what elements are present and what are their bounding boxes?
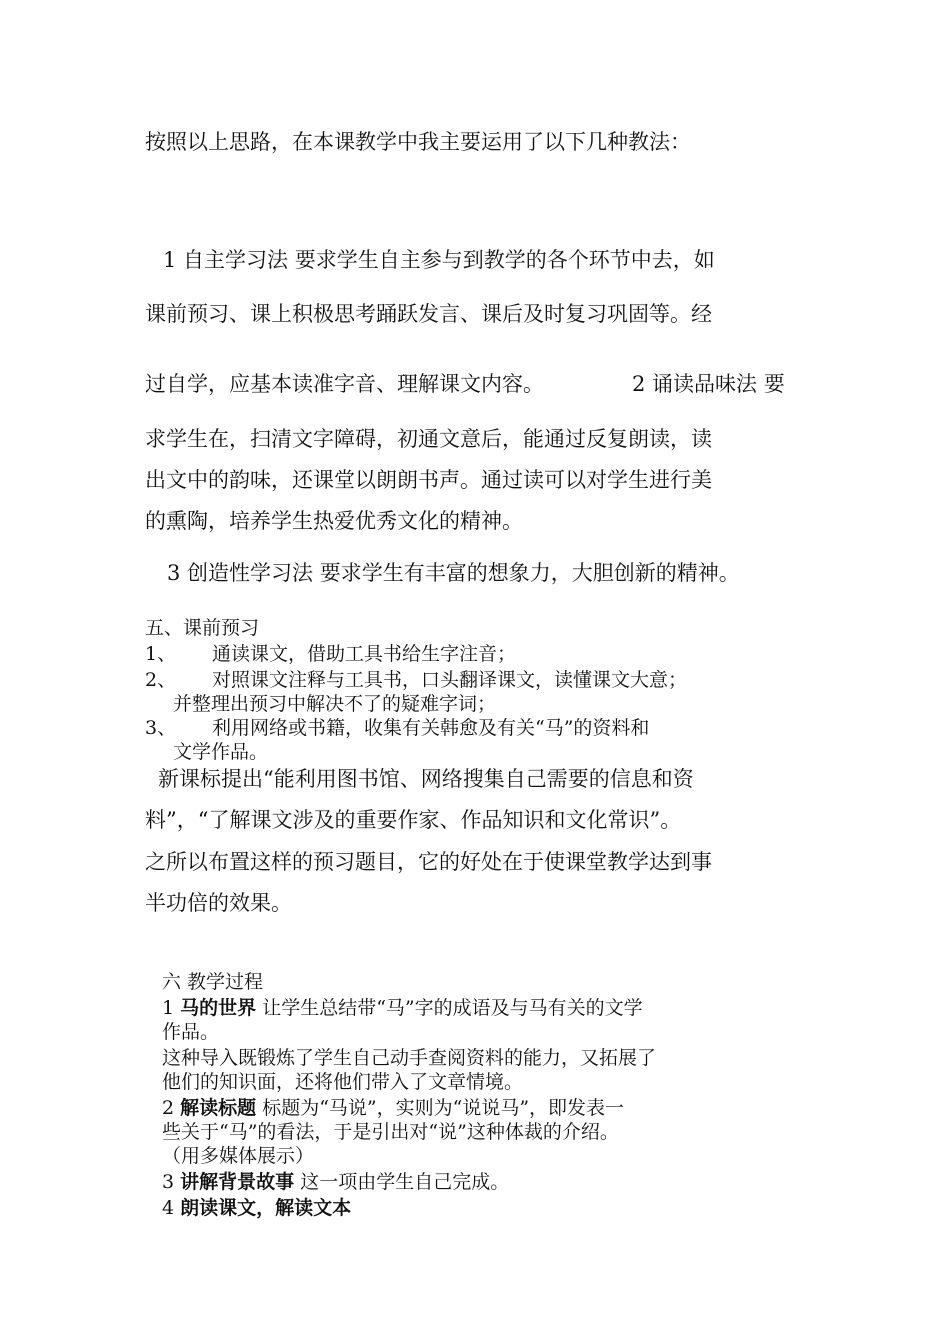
method1-line3: 过自学，应基本读准字音、理解课文内容。 bbox=[145, 372, 544, 396]
step3-text: 这一项由学生自己完成。 bbox=[294, 1171, 510, 1193]
process-step1-line1 bbox=[162, 993, 643, 1020]
intro-paragraph: 按照以上思路，在本课教学中我主要运用了以下几种教法： bbox=[145, 130, 691, 154]
process-step3 bbox=[162, 1167, 509, 1194]
step1-number: 1 bbox=[162, 997, 181, 1019]
step4-number: 4 bbox=[162, 1197, 181, 1219]
step2-number: 2 bbox=[162, 1097, 181, 1119]
process-step1-line3: 这种导入既锻炼了学生自己动手查阅资料的能力，又拓展了 bbox=[162, 1047, 657, 1069]
step4-title: 朗读课文，解读文本 bbox=[180, 1197, 352, 1219]
process-heading: 六 教学过程 bbox=[162, 971, 264, 993]
process-step4 bbox=[162, 1193, 351, 1220]
process-step1-line2: 作品。 bbox=[162, 1021, 220, 1043]
preview-item3-line1: 利用网络或书籍，收集有关韩愈及有关“马”的资料和 bbox=[212, 717, 650, 739]
preview-heading: 五、课前预习 bbox=[145, 617, 260, 639]
method2-line1: 2 诵读品味法 要 bbox=[632, 372, 785, 396]
method1-line2: 课前预习、课上积极思考踊跃发言、课后及时复习巩固等。经 bbox=[145, 302, 712, 326]
preview-note-line4: 半功倍的效果。 bbox=[145, 891, 292, 915]
preview-note-line3: 之所以布置这样的预习题目，它的好处在于使课堂教学达到事 bbox=[145, 850, 712, 874]
preview-item3-number: 3、 bbox=[145, 717, 177, 739]
step1-title: 马的世界 bbox=[180, 997, 257, 1019]
step2-text: 标题为“马说”，实则为“说说马”，即发表一 bbox=[256, 1097, 625, 1119]
preview-item1-number: 1、 bbox=[145, 643, 177, 665]
step2-title: 解读标题 bbox=[180, 1097, 257, 1119]
step3-title: 讲解背景故事 bbox=[180, 1171, 295, 1193]
preview-note-line1: 新课标提出“能利用图书馆、网络搜集自己需要的信息和资 bbox=[158, 767, 694, 791]
step3-number: 3 bbox=[162, 1171, 181, 1193]
preview-item2-number: 2、 bbox=[145, 669, 177, 691]
step1-text: 让学生总结带“马”字的成语及与马有关的文学 bbox=[256, 997, 643, 1019]
preview-item3-line2: 文学作品。 bbox=[173, 741, 269, 763]
method2-line4: 的熏陶，培养学生热爱优秀文化的精神。 bbox=[145, 509, 523, 533]
process-step1-line4: 他们的知识面，还将他们带入了文章情境。 bbox=[162, 1071, 524, 1093]
preview-item2-line2: 并整理出预习中解决不了的疑难字词； bbox=[173, 693, 497, 715]
method3-line: 3 创造性学习法 要求学生有丰富的想象力，大胆创新的精神。 bbox=[167, 561, 740, 585]
preview-item2-line1: 对照课文注释与工具书，口头翻译课文，读懂课文大意； bbox=[212, 669, 688, 691]
process-step2-line1 bbox=[162, 1093, 624, 1120]
preview-note-line2: 料”，“了解课文涉及的重要作家、作品知识和文化常识”。 bbox=[145, 808, 682, 832]
process-step2-line2: 些关于“马”的看法，于是引出对“说”这种体裁的介绍。 bbox=[162, 1121, 619, 1143]
process-step2-line3: （用多媒体展示） bbox=[162, 1145, 315, 1167]
method2-line2: 求学生在，扫清文字障碍，初通文意后，能通过反复朗读，读 bbox=[145, 427, 712, 451]
method1-line1: 1 自主学习法 要求学生自主参与到教学的各个环节中去，如 bbox=[163, 248, 715, 272]
preview-item1: 通读课文，借助工具书给生字注音； bbox=[212, 643, 517, 665]
method2-line3: 出文中的韵味，还课堂以朗朗书声。通过读可以对学生进行美 bbox=[145, 468, 712, 492]
